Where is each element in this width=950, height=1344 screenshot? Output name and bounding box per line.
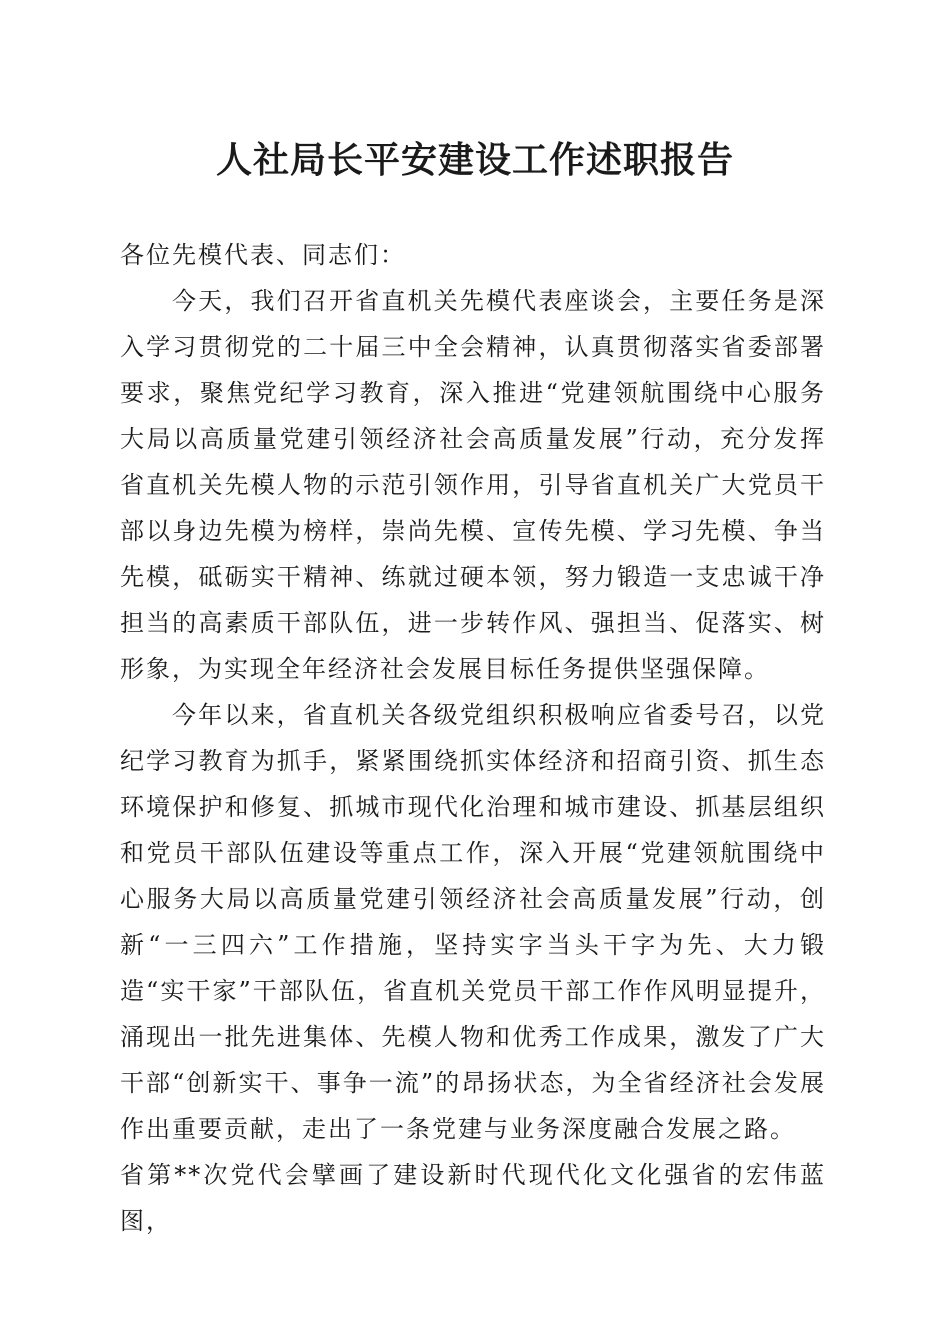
- body-paragraph-1: 今天，我们召开省直机关先模代表座谈会，主要任务是深入学习贯彻党的二十届三中全会精神，认真贯彻落实省委部署要求，聚焦党纪学习教育，深入推进“党建领航围绕中心服务大局以高质量党建引领经济社会高质量发展”行动，充分发挥省直机关先模人物的示范引领作用，引导省直机关广大党员干部以身边先模为榜样，崇尚先模、宣传先模、学习先模、争当先模，砥砺实干精神、练就过硬本领，努力锻造一支忠诚干净担当的高素质干部队伍，进一步转作风、强担当、促落实、树形象，为实现全年经济社会发展目标任务提供坚强保障。: [120, 287, 826, 683]
- document-title: 人社局长平安建设工作述职报告: [215, 139, 734, 181]
- body-paragraph-3: 省第**次党代会擘画了建设新时代现代化文化强省的宏伟蓝图，: [120, 1161, 826, 1235]
- document-body: [120, 232, 826, 1244]
- greeting-line: 各位先模代表、同志们：: [120, 241, 406, 269]
- body-paragraph-2: 今年以来，省直机关各级党组织积极响应省委号召，以党纪学习教育为抓手，紧紧围绕抓实体经济和招商引资、抓生态环境保护和修复、抓城市现代化治理和城市建设、抓基层组织和党员干部队伍建设等重点工作，深入开展“党建领航围绕中心服务大局以高质量党建引领经济社会高质量发展”行动，创新“一三四六”工作措施，坚持实字当头干字为先、大力锻造“实干家”干部队伍，省直机关党员干部工作作风明显提升，涌现出一批先进集体、先模人物和优秀工作成果，激发了广大干部“创新实干、事争一流”的昂扬状态，为全省经济社会发展作出重要贡献，走出了一条党建与业务深度融合发展之路。: [120, 701, 826, 1143]
